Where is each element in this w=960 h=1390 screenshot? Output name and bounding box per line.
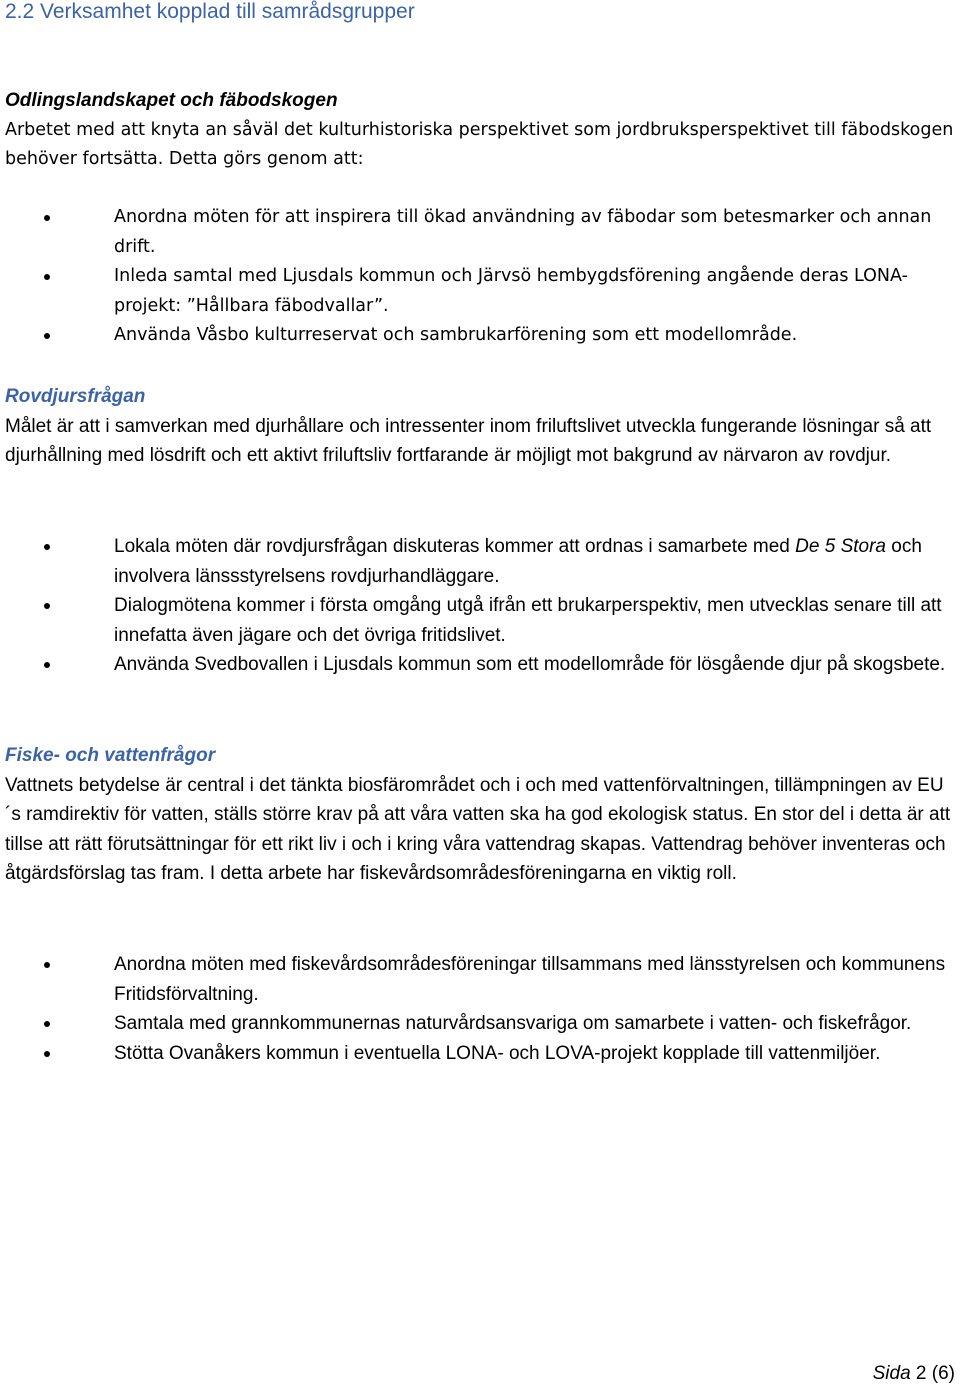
list-item-text: Anordna möten med fiskevårdsområdesföreningar tillsammans med länsstyrelsen och kommunens Fritidsförvaltning. <box>114 954 946 1005</box>
bullet-icon <box>44 1051 50 1057</box>
list-item <box>0 1009 960 1039</box>
section-fiske-vattenfragor <box>5 741 957 889</box>
bullet-icon <box>44 603 50 609</box>
bullet-icon <box>44 544 50 550</box>
section3-heading: Fiske- och vattenfrågor <box>5 745 216 766</box>
list-item <box>0 203 960 262</box>
section2-heading: Rovdjursfrågan <box>5 386 146 407</box>
section2-bullet-list <box>0 532 960 680</box>
bullet-icon <box>44 1021 50 1027</box>
bullet-icon <box>44 962 50 968</box>
de-5-stora-text: De 5 Stora <box>795 536 886 557</box>
section1-bullet-list <box>0 203 960 351</box>
section3-bullet-list <box>0 950 960 1068</box>
list-item-text: Samtala med grannkommunernas naturvårdsansvariga om samarbete i vatten- och fiskefrågor. <box>114 1013 912 1034</box>
list-item-text-part: och involvera länssstyrelsens rovdjurhandläggare. <box>114 536 922 587</box>
list-item-text: Dialogmötena kommer i första omgång utgå ifrån ett brukarperspektiv, men utvecklas senare till att innefatta även jägare och det övriga fritidslivet. <box>114 595 942 646</box>
list-item <box>0 591 960 650</box>
page-number: 2 (6) <box>915 1363 955 1384</box>
section1-heading: Odlingslandskapet och fäbodskogen <box>5 90 338 111</box>
section-rovdjursfragan <box>5 382 957 471</box>
list-item-text: Stötta Ovanåkers kommun i eventuella LONA- och LOVA-projekt kopplade till vattenmiljöer. <box>114 1042 881 1064</box>
list-item-text: Använda Svedbovallen i Ljusdals kommun som ett modellområde för lösgående djur på skogsbete. <box>114 654 946 675</box>
bullet-icon <box>44 333 50 339</box>
list-item <box>0 321 960 351</box>
list-item-text <box>114 536 922 587</box>
bullet-icon <box>44 274 50 280</box>
bullet-icon <box>44 215 50 221</box>
list-item <box>0 950 960 1009</box>
section2-paragraph: Målet är att i samverkan med djurhållare och intressenter inom friluftslivet utveckla fungerande lösningar så att djurhållning med lösdrift och ett aktivt friluftsliv fortfarande är möjligt mot bakgrund av närvaron av rovdjur. <box>5 415 932 466</box>
page-label: Sida <box>872 1363 911 1384</box>
section-odlingslandskapet <box>5 86 957 175</box>
list-item-text: Anordna möten för att inspirera till ökad användning av fäbodar som betesmarker och annan drift. <box>114 207 932 257</box>
list-item <box>0 1039 960 1069</box>
list-item-text-part: Lokala möten där rovdjursfrågan diskuteras kommer att ordnas i samarbete med <box>114 536 796 557</box>
page-number-footer <box>873 1362 955 1386</box>
list-item <box>0 262 960 321</box>
list-item <box>0 532 960 591</box>
list-item-text: Använda Våsbo kulturreservat och sambrukarförening som ett modellområde. <box>114 325 798 345</box>
section3-paragraph: Vattnets betydelse är central i det tänkta biosfärområdet och i och med vattenförvaltningen, tillämpningen av EU´s ramdirektiv för vatten, ställs större krav på att våra vatten ska ha god ekologisk status. En stor del i detta är att tillse att rätt förutsättningar för ett rikt liv i och i kring våra vattendrag skapas. Vattendrag behöver inventeras och åtgärdsförslag tas fram. I detta arbete har fiskevårdsområdesföreningarna en viktig roll. <box>5 774 951 884</box>
bullet-icon <box>44 662 50 668</box>
list-item-text: Inleda samtal med Ljusdals kommun och Järvsö hembygdsförening angående deras LONA-projekt: ”Hållbara fäbodvallar”. <box>114 266 908 316</box>
section-title: 2.2 Verksamhet kopplad till samrådsgrupper <box>5 0 415 23</box>
list-item <box>0 650 960 680</box>
section1-paragraph: Arbetet med att knyta an såväl det kulturhistoriska perspektivet som jordbruksperspektivet till fäbodskogen behöver fortsätta. Detta görs genom att: <box>5 119 954 169</box>
